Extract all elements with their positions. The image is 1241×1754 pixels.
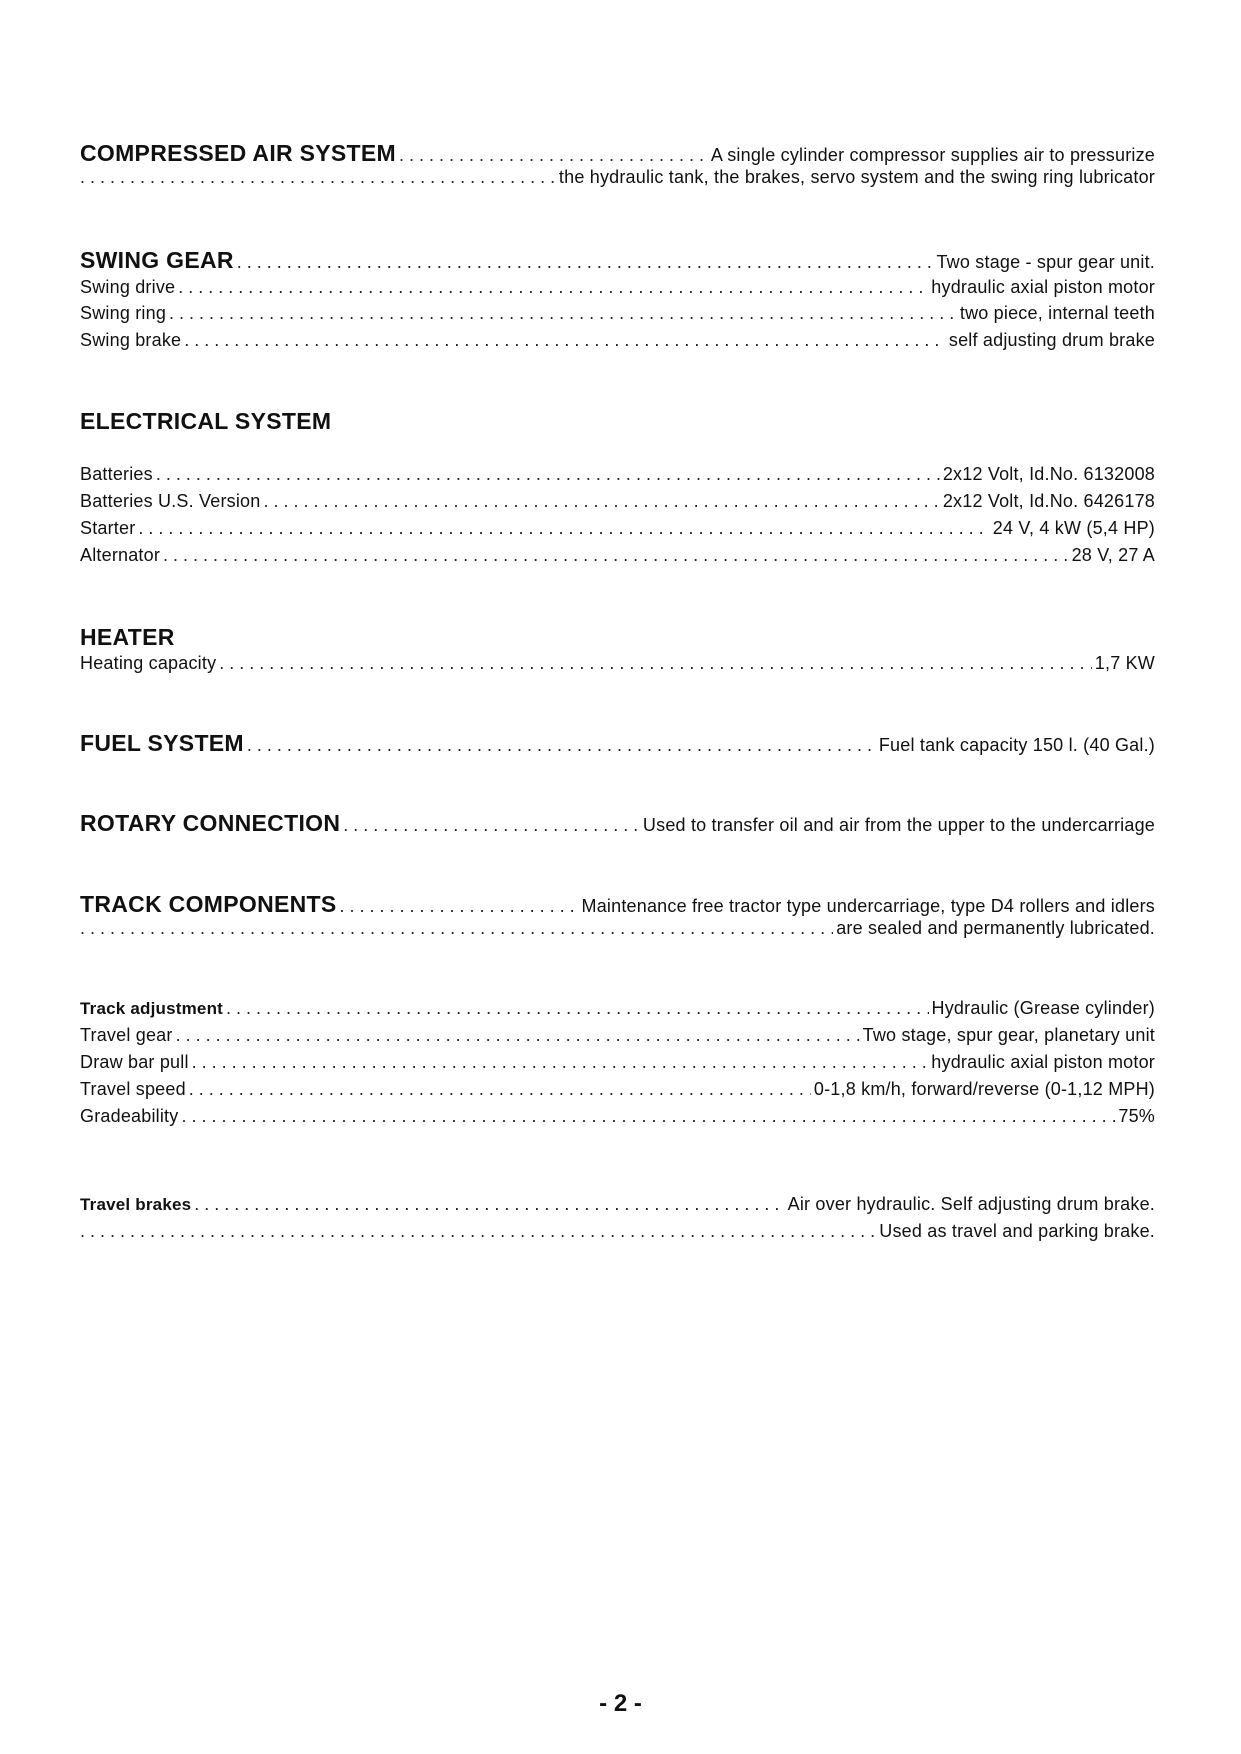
rotary-connection-heading: ROTARY CONNECTION: [80, 810, 341, 836]
dot-leader: [156, 464, 940, 485]
dot-leader: [247, 735, 876, 756]
spec-value: self adjusting drum brake: [948, 330, 1155, 350]
compressed-air-row: [80, 140, 1155, 167]
track-components-row: [80, 891, 1155, 918]
travel-brakes-row-2: [80, 1221, 1155, 1242]
spec-label: Starter: [80, 518, 136, 538]
spec-row: [80, 1106, 1155, 1127]
dot-leader: [178, 277, 928, 298]
travel-brakes-desc-2: Used as travel and parking brake.: [879, 1221, 1155, 1241]
dot-leader: [219, 653, 1092, 674]
dot-leader: [169, 303, 957, 324]
spec-value: two piece, internal teeth: [959, 303, 1155, 323]
spec-value: hydraulic axial piston motor: [931, 1052, 1155, 1072]
spec-label: Batteries: [80, 464, 153, 484]
spec-row: [80, 1079, 1155, 1100]
dot-leader: [340, 896, 579, 917]
spec-value: 0-1,8 km/h, forward/reverse (0-1,12 MPH): [813, 1079, 1155, 1099]
spec-label: Swing ring: [80, 303, 167, 323]
dot-leader: [343, 815, 640, 836]
page-number: - 2 -: [599, 1690, 642, 1717]
heater-heading: HEATER: [80, 624, 175, 650]
spec-value: 28 V, 27 A: [1071, 545, 1155, 565]
spec-value: Two stage, spur gear, planetary unit: [862, 1025, 1155, 1045]
spec-value: 75%: [1118, 1106, 1155, 1126]
travel-brakes-label: Travel brakes: [80, 1195, 192, 1214]
dot-leader: [163, 545, 1069, 566]
spec-row: [80, 1025, 1155, 1046]
dot-leader: [80, 167, 556, 188]
compressed-air-heading: COMPRESSED AIR SYSTEM: [80, 140, 396, 166]
spec-row: [80, 330, 1155, 351]
spec-value: 2x12 Volt, Id.No. 6132008: [942, 464, 1155, 484]
rotary-connection-row: [80, 810, 1155, 837]
swing-gear-row: [80, 247, 1155, 274]
spec-label: Heating capacity: [80, 653, 217, 673]
travel-brakes-desc-1: Air over hydraulic. Self adjusting drum brake.: [787, 1194, 1155, 1214]
dot-leader: [226, 998, 929, 1019]
dot-leader: [80, 918, 833, 939]
spec-row: [80, 518, 1155, 539]
dot-leader: [263, 491, 939, 512]
spec-label: Draw bar pull: [80, 1052, 189, 1072]
electrical-heading: ELECTRICAL SYSTEM: [80, 408, 332, 434]
spec-value: Hydraulic (Grease cylinder): [931, 998, 1155, 1018]
track-components-row-2: [80, 918, 1155, 939]
compressed-air-desc-1: A single cylinder compressor supplies air to pressurize: [710, 145, 1155, 165]
fuel-system-value: Fuel tank capacity 150 l. (40 Gal.): [878, 735, 1155, 755]
dot-leader: [399, 145, 708, 166]
dot-leader: [138, 518, 989, 539]
swing-gear-value: Two stage - spur gear unit.: [936, 252, 1155, 272]
dot-leader: [184, 330, 946, 351]
spec-value: 24 V, 4 kW (5,4 HP): [992, 518, 1155, 538]
spec-label: Swing brake: [80, 330, 182, 350]
spec-label: Swing drive: [80, 277, 176, 297]
fuel-system-heading: FUEL SYSTEM: [80, 730, 244, 756]
dot-leader: [80, 1221, 876, 1242]
track-components-heading: TRACK COMPONENTS: [80, 891, 337, 917]
compressed-air-row-2: [80, 167, 1155, 188]
dot-leader: [189, 1079, 811, 1100]
spec-label: Travel speed: [80, 1079, 186, 1099]
spec-label: Batteries U.S. Version: [80, 491, 261, 511]
spec-label: Travel gear: [80, 1025, 173, 1045]
spec-row: [80, 303, 1155, 324]
dot-leader: [176, 1025, 860, 1046]
dot-leader: [237, 252, 934, 273]
spec-label: Gradeability: [80, 1106, 179, 1126]
spec-row: [80, 1052, 1155, 1073]
spec-row: [80, 545, 1155, 566]
spec-value: 2x12 Volt, Id.No. 6426178: [942, 491, 1155, 511]
dot-leader: [192, 1052, 929, 1073]
spec-label: Track adjustment: [80, 999, 224, 1018]
spec-value: 1,7 KW: [1094, 653, 1155, 673]
compressed-air-desc-2: the hydraulic tank, the brakes, servo system and the swing ring lubricator: [558, 167, 1155, 187]
spec-label: Alternator: [80, 545, 161, 565]
swing-gear-heading: SWING GEAR: [80, 247, 234, 273]
track-components-desc-1: Maintenance free tractor type undercarriage, type D4 rollers and idlers: [581, 896, 1155, 916]
spec-row: [80, 998, 1155, 1019]
rotary-connection-value: Used to transfer oil and air from the upper to the undercarriage: [642, 815, 1155, 835]
spec-row: [80, 491, 1155, 512]
spec-row: [80, 653, 1155, 674]
spec-row: [80, 464, 1155, 485]
spec-row: [80, 277, 1155, 298]
spec-value: hydraulic axial piston motor: [931, 277, 1155, 297]
dot-leader: [194, 1194, 784, 1215]
travel-brakes-row: [80, 1194, 1155, 1215]
fuel-system-row: [80, 730, 1155, 757]
track-components-desc-2: are sealed and permanently lubricated.: [836, 918, 1155, 938]
dot-leader: [181, 1106, 1115, 1127]
